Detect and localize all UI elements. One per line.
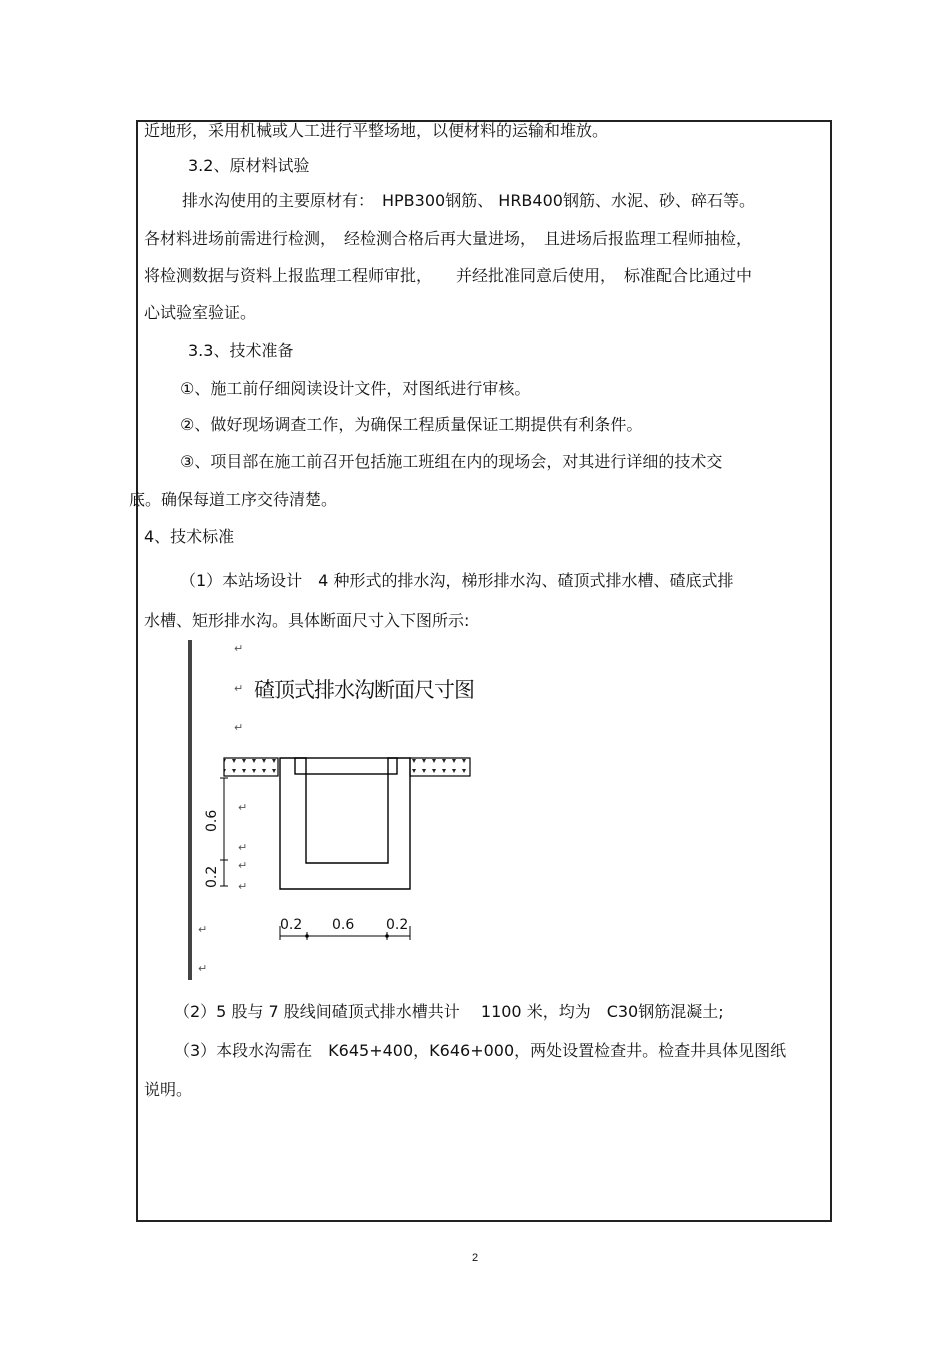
heading-4: 4、技术标准	[144, 527, 235, 546]
standard-item-1-cont: 水槽、矩形排水沟。具体断面尺寸入下图所示:	[144, 611, 470, 630]
dim-height-top: 0.6	[204, 809, 220, 832]
paragraph-3: 各材料进场前需进行检测， 经检测合格后再大量进场， 且进场后报监理工程师抽检，	[144, 229, 753, 248]
paragraph-4: 将检测数据与资料上报监理工程师审批， 并经批准同意后使用， 标准配合比通过中	[144, 266, 753, 285]
return-mark-1: ↵	[234, 642, 244, 655]
list-item-3: ③、项目部在施工前召开包括施工班组在内的现场会，对其进行详细的技术交	[180, 452, 723, 471]
list-item-3-cont: 底。确保每道工序交待清楚。	[129, 490, 338, 509]
standard-item-3-cont: 说明。	[144, 1080, 193, 1099]
paragraph-1: 近地形，采用机械或人工进行平整场地，以便材料的运输和堆放。	[144, 121, 609, 140]
standard-item-3: （3）本段水沟需在 K645+400，K646+000，两处设置检查井。检查井具体见图纸	[174, 1041, 787, 1060]
figure-title: 碴顶式排水沟断面尺寸图	[254, 678, 474, 702]
return-mark-6: ↵	[238, 859, 248, 872]
return-mark-8: ↵	[198, 923, 208, 936]
paragraph-5: 心试验室验证。	[144, 303, 257, 322]
heading-3-2: 3.2、原材料试验	[188, 156, 310, 175]
list-item-1: ①、施工前仔细阅读设计文件，对图纸进行审核。	[180, 379, 531, 398]
return-mark-7: ↵	[238, 880, 248, 893]
dim-width-middle: 0.6	[332, 917, 355, 933]
dim-height-bottom: 0.2	[204, 865, 220, 888]
cover-plate	[295, 758, 397, 774]
heading-3-3: 3.3、技术准备	[188, 341, 294, 360]
ballast-left	[224, 758, 278, 776]
return-mark-9: ↵	[198, 962, 208, 975]
drainage-section-figure	[180, 636, 480, 984]
page-number: 2	[471, 1252, 479, 1264]
list-item-2: ②、做好现场调查工作，为确保工程质量保证工期提供有利条件。	[180, 415, 643, 434]
return-mark-2: ↵	[234, 682, 244, 695]
paragraph-2: 排水沟使用的主要原材有： HPB300钢筋、 HRB400钢筋、水泥、砂、碎石等。	[182, 191, 755, 210]
return-mark-4: ↵	[238, 801, 248, 814]
standard-item-2: （2）5 股与 7 股线间碴顶式排水槽共计 1100 米，均为 C30钢筋混凝土;	[174, 1002, 724, 1021]
ballast-right	[410, 758, 470, 776]
dim-width-left: 0.2	[280, 917, 303, 933]
dim-width-right: 0.2	[386, 917, 409, 933]
return-mark-3: ↵	[234, 721, 244, 734]
return-mark-5: ↵	[238, 841, 248, 854]
standard-item-1: （1）本站场设计 4 种形式的排水沟，梯形排水沟、碴顶式排水槽、碴底式排	[180, 571, 734, 590]
channel-outline	[280, 758, 410, 889]
